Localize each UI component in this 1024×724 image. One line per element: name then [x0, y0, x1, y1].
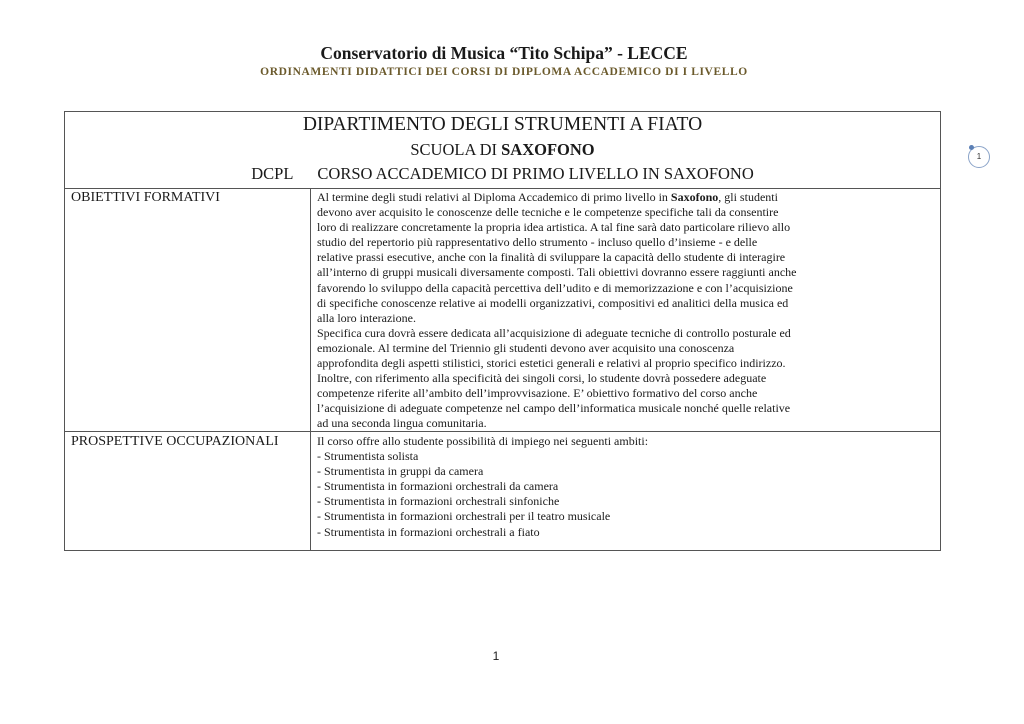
prospects-item: - Strumentista in formazioni orchestrali sinfoniche — [317, 494, 560, 509]
objectives-line: di specifiche conoscenze relative ai modelli organizzativi, compositivi ed analitici della musica ed — [317, 295, 789, 310]
prospects-label: PROSPETTIVE OCCUPAZIONALI — [71, 434, 279, 449]
instrument-name: Saxofono — [670, 190, 719, 204]
objectives-line: l’acquisizione di adeguate competenze nel campo dell’informatica musicale nonché quelle relative — [317, 401, 791, 416]
objectives-line: approfondita degli aspetti stilistici, storici estetici generali e relativi al proprio specifico indirizzo. — [317, 356, 786, 371]
objectives-line: alla loro interazione. — [317, 310, 416, 325]
table-heading — [65, 112, 940, 189]
page-number: 1 — [492, 649, 500, 663]
document-subtitle: ORDINAMENTI DIDATTICI DEI CORSI DI DIPLOMA ACCADEMICO DI I LIVELLO — [260, 66, 748, 78]
objectives-line: Specifica cura dovrà essere dedicata all’acquisizione di adeguate tecniche di controllo posturale ed — [317, 325, 791, 340]
document-header — [0, 42, 1024, 78]
department-title: DIPARTIMENTO DEGLI STRUMENTI A FIATO — [302, 114, 703, 135]
table-row-prospects — [65, 432, 940, 550]
objectives-first-line — [317, 190, 917, 205]
objectives-line: competenze riferite all’ambito dell’improvvisazione. E’ obiettivo formativo del corso anche — [317, 386, 758, 401]
prospects-intro: Il corso offre allo studente possibilità di impiego nei seguenti ambiti: — [317, 434, 649, 448]
page-margin-badge[interactable]: 1 — [968, 146, 990, 168]
prospects-list — [317, 434, 917, 540]
objectives-line: studio del repertorio più rappresentativo dello strumento - incluso quello d’insieme - e delle — [317, 235, 758, 250]
objectives-line: loro di realizzare concretamente la propria idea artistica. A tal fine sarà dato particolare rilievo allo — [317, 220, 791, 235]
course-title-line — [65, 164, 940, 184]
school-title — [65, 140, 940, 160]
school-prefix: SCUOLA DI — [410, 140, 502, 159]
objectives-line: relative prassi esecutive, anche con la finalità di sviluppare la capacità dello studente di interagire — [317, 250, 786, 265]
badge-dot-icon — [969, 145, 974, 150]
objectives-line: Inoltre, con riferimento alla specificità dei singoli corsi, lo studente dovrà possedere adeguate — [317, 371, 767, 386]
objectives-line: devono aver acquisito le conoscenze delle tecniche e le competenze specifiche tali da consentire — [317, 205, 779, 220]
prospects-item: - Strumentista solista — [317, 449, 419, 464]
prospects-item: - Strumentista in formazioni orchestrali a fiato — [317, 524, 540, 539]
prospects-item: - Strumentista in formazioni orchestrali da camera — [317, 479, 559, 494]
objectives-text — [317, 190, 917, 432]
text-span: Al termine degli studi relativi al Diploma Accademico di primo livello in — [317, 190, 671, 204]
objectives-line: all’interno di gruppi musicali diversamente composti. Tali obiettivi dovranno essere raggiunti anche — [317, 265, 797, 280]
course-table — [64, 111, 941, 551]
text-span: , gli studenti — [718, 190, 778, 204]
objectives-line: favorendo lo sviluppo della capacità percettiva dell’udito e di memorizzazione e con l’acquisizione — [317, 280, 793, 295]
objectives-line: emozionale. Al termine del Triennio gli studenti devono aver acquisito una conoscenza — [317, 340, 735, 355]
course-code: DCPL — [251, 164, 294, 183]
institution-title: Conservatorio di Musica “Tito Schipa” - LECCE — [320, 43, 688, 63]
table-row-objectives — [65, 188, 940, 432]
course-title: CORSO ACCADEMICO DI PRIMO LIVELLO IN SAXOFONO — [317, 164, 754, 183]
prospects-item: - Strumentista in gruppi da camera — [317, 464, 484, 479]
objectives-line: ad una seconda lingua comunitaria. — [317, 416, 487, 431]
prospects-item: - Strumentista in formazioni orchestrali per il teatro musicale — [317, 509, 611, 524]
objectives-label: OBIETTIVI FORMATIVI — [71, 190, 220, 205]
school-name: SAXOFONO — [501, 140, 595, 159]
